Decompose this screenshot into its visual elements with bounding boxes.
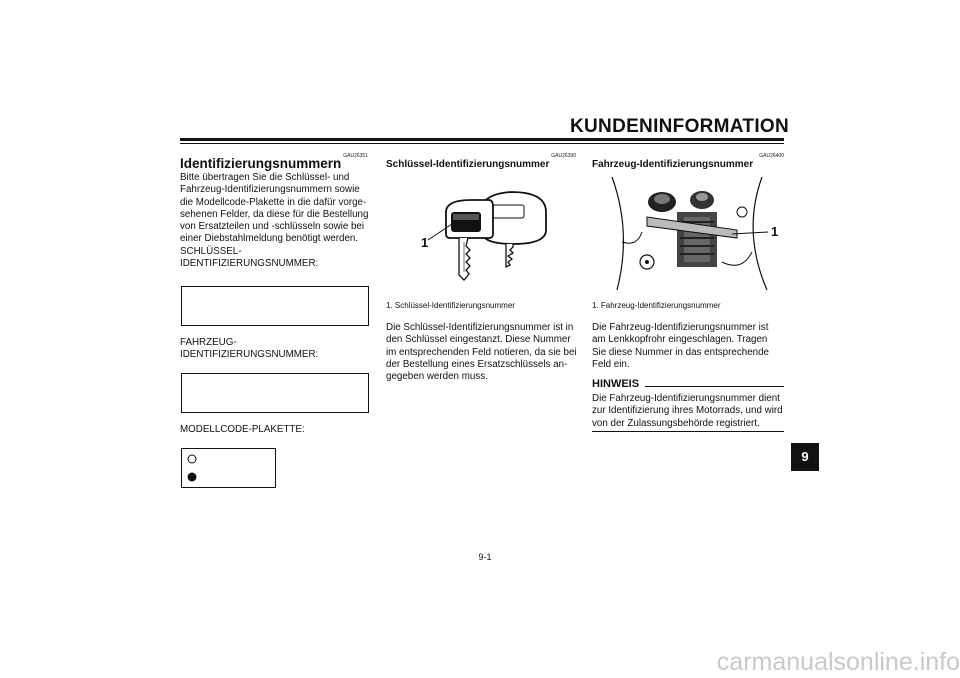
vehicle-number-label: FAHRZEUG- IDENTIFIZIERUNGSNUMMER: <box>180 337 319 361</box>
intro-paragraph: Bitte übertragen Sie die Schlüssel- und Fahrzeug-Identifizierungsnummern sowie die Modellcode-Plakette in die dafür vorge- sehenen Felder, da diese für die Bestellung von Ersatzteilen und -schlüsseln sowie bei einer Diebstahlmeldung benötigt werden. SCHLÜSSEL- IDENTIFIZIERUNGSNUMMER: <box>180 172 375 270</box>
header-rule-thin <box>180 143 784 144</box>
chapter-tab: 9 <box>791 443 819 471</box>
note-text: Die Fahrzeug-Identifizierungsnummer dient zur Identifizierung ihres Motorrads, und wird von der Zulassungsbehörde registriert. <box>592 393 783 429</box>
watermark: carmanualsonline.info <box>716 648 960 676</box>
section-heading: Schlüssel-Identifizierungsnummer <box>386 159 550 170</box>
figure-caption: 1. Fahrzeug-Identifizierungsnummer <box>592 301 721 310</box>
callout-number: 1 <box>771 224 779 239</box>
steering-head-illustration <box>592 172 784 292</box>
hollow-dot-icon <box>188 455 196 463</box>
figure-caption: 1. Schlüssel-Identifizierungsnummer <box>386 301 515 310</box>
section-code: GAU26390 <box>551 153 576 159</box>
note-end-rule <box>592 431 784 432</box>
model-plate-label: MODELLCODE-PLAKETTE: <box>180 424 305 435</box>
key-number-field[interactable] <box>181 286 369 326</box>
page-number: 9-1 <box>478 552 492 562</box>
key-paragraph: Die Schlüssel-Identifizierungsnummer ist in den Schlüssel eingestanzt. Diese Nummer im entsprechenden Feld notieren, da sie bei der Bestellung eines Ersatzschlüssels an- gegeben werden muss. <box>386 322 577 383</box>
header-rule-thick <box>180 138 784 141</box>
section-heading: Fahrzeug-Identifizierungsnummer <box>592 159 754 170</box>
callout-number: 1 <box>421 235 429 250</box>
plate-dots <box>182 449 275 487</box>
note-label: HINWEIS <box>592 378 640 390</box>
note-rule <box>645 386 784 387</box>
vehicle-number-field[interactable] <box>181 373 369 413</box>
note-header <box>592 378 784 392</box>
section-code: GAU26400 <box>759 153 784 159</box>
filled-dot-icon <box>188 473 197 482</box>
section-heading: Identifizierungsnummern <box>180 156 342 171</box>
main-key-icon <box>446 200 493 280</box>
vehicle-paragraph: Die Fahrzeug-Identifizierungsnummer ist am Lenkkopfrohr eingeschlagen. Tragen Sie diese Nummer in das entsprechende Feld ein. <box>592 322 769 370</box>
model-plate-field[interactable] <box>181 448 276 488</box>
page-title: KUNDENINFORMATION <box>570 116 790 137</box>
key-illustration <box>386 172 576 292</box>
section-code: GAU26351 <box>343 153 368 159</box>
key-number-label: SCHLÜSSEL- IDENTIFIZIERUNGSNUMMER: <box>180 245 319 270</box>
